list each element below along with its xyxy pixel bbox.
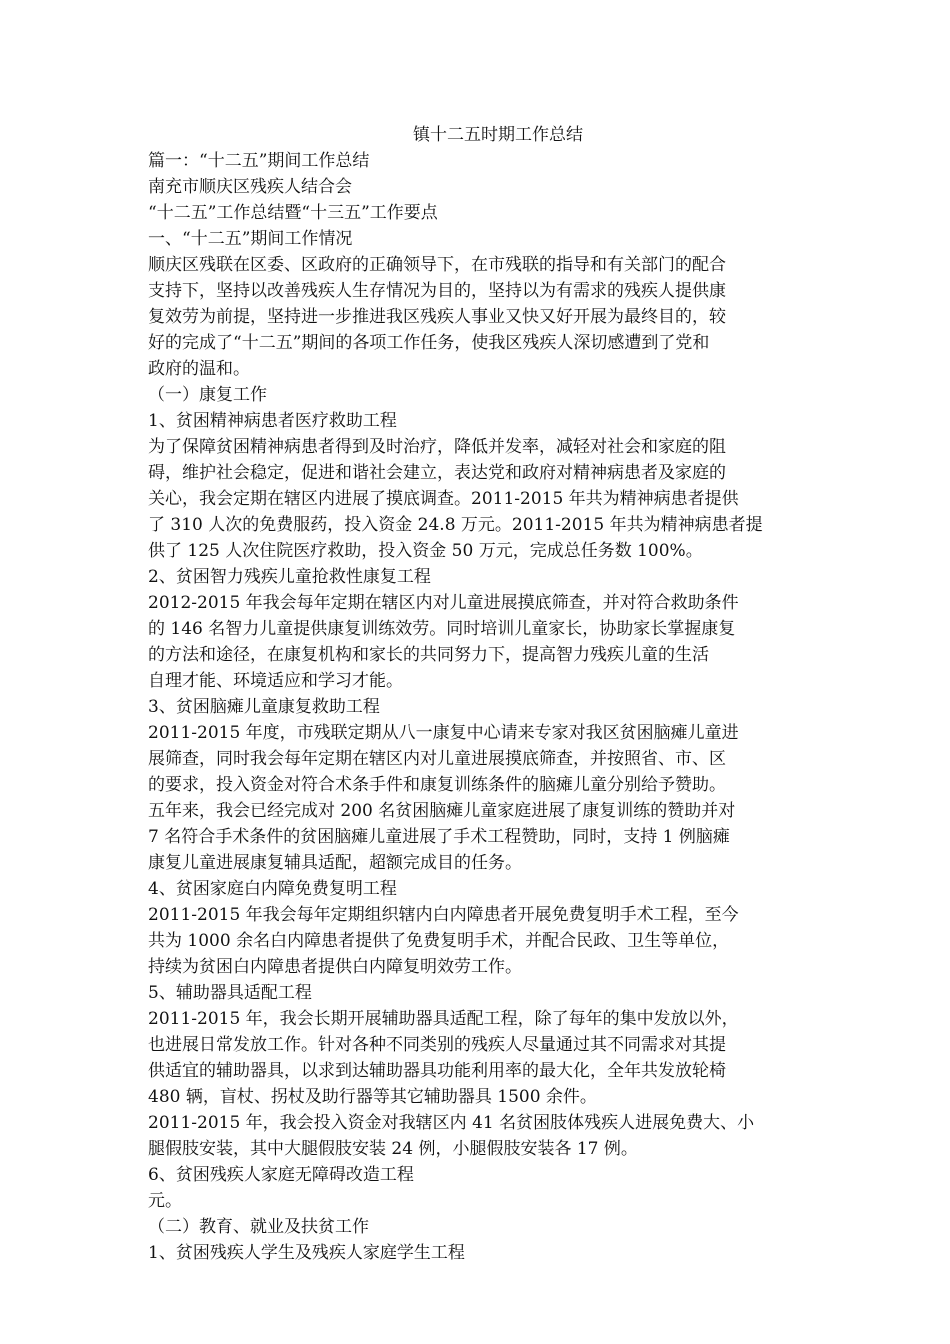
text-line: 政府的温和。 [148, 359, 250, 379]
text-line: 2011-2015 年度，市残联定期从八一康复中心请来专家对我区贫困脑瘫儿童进 [148, 723, 739, 743]
document-title: 镇十二五时期工作总结 [413, 125, 583, 145]
text-line: 供适宜的辅助器具，以求到达辅助器具功能利用率的最大化，全年共发放轮椅 [148, 1061, 726, 1081]
text-line: 腿假肢安装，其中大腿假肢安装 24 例，小腿假肢安装各 17 例。 [148, 1139, 638, 1159]
text-line: 持续为贫困白内障患者提供白内障复明效劳工作。 [148, 957, 522, 977]
text-line: 好的完成了“十二五”期间的各项工作任务，使我区残疾人深切感遭到了党和 [148, 333, 710, 353]
text-line: 也进展日常发放工作。针对各种不同类别的残疾人尽量通过其不同需求对其提 [148, 1035, 726, 1055]
text-line: 五年来，我会已经完成对 200 名贫困脑瘫儿童家庭进展了康复训练的赞助并对 [148, 801, 736, 821]
text-line: 2011-2015 年，我会长期开展辅助器具适配工程，除了每年的集中发放以外， [148, 1009, 739, 1029]
text-line: 了 310 人次的免费服药，投入资金 24.8 万元。2011-2015 年共为精神病患者提 [148, 515, 763, 535]
document-page [148, 122, 808, 1266]
text-line: 7 名符合手术条件的贫困脑瘫儿童进展了手术工程赞助，同时，支持 1 例脑瘫 [148, 827, 730, 847]
text-line: 1、贫困精神病患者医疗救助工程 [148, 411, 397, 431]
text-line: 2011-2015 年我会每年定期组织辖内白内障患者开展免费复明手术工程，至今 [148, 905, 739, 925]
text-line: 顺庆区残联在区委、区政府的正确领导下，在市残联的指导和有关部门的配合 [148, 255, 726, 275]
text-line: 支持下，坚持以改善残疾人生存情况为目的，坚持以为有需求的残疾人提供康 [148, 281, 726, 301]
text-line: 2012-2015 年我会每年定期在辖区内对儿童进展摸底筛查，并对符合救助条件 [148, 593, 739, 613]
document-body [148, 148, 808, 1266]
text-line: 的 146 名智力儿童提供康复训练效劳。同时培训儿童家长，协助家长掌握康复 [148, 619, 736, 639]
text-line: 1、贫困残疾人学生及残疾人家庭学生工程 [148, 1243, 465, 1263]
text-line: “十二五”工作总结暨“十三五”工作要点 [148, 203, 438, 223]
text-line: 共为 1000 余名白内障患者提供了免费复明手术，并配合民政、卫生等单位， [148, 931, 730, 951]
text-line: 自理才能、环境适应和学习才能。 [148, 671, 403, 691]
text-line: 3、贫困脑瘫儿童康复救助工程 [148, 697, 380, 717]
text-line: 2011-2015 年，我会投入资金对我辖区内 41 名贫困肢体残疾人进展免费大、小 [148, 1113, 755, 1133]
text-line: 元。 [148, 1191, 182, 1211]
text-line: 篇一：“十二五”期间工作总结 [148, 151, 370, 171]
text-line: 展筛查，同时我会每年定期在辖区内对儿童进展摸底筛查，并按照省、市、区 [148, 749, 726, 769]
text-line: （一）康复工作 [148, 385, 267, 405]
text-line: 的要求，投入资金对符合术条手件和康复训练条件的脑瘫儿童分别给予赞助。 [148, 775, 726, 795]
text-line: 4、贫困家庭白内障免费复明工程 [148, 879, 397, 899]
text-line: 5、辅助器具适配工程 [148, 983, 312, 1003]
text-line: 的方法和途径，在康复机构和家长的共同努力下，提高智力残疾儿童的生活 [148, 645, 709, 665]
text-line: （二）教育、就业及扶贫工作 [148, 1217, 369, 1237]
text-line: 6、贫困残疾人家庭无障碍改造工程 [148, 1165, 414, 1185]
text-line: 2、贫困智力残疾儿童抢救性康复工程 [148, 567, 431, 587]
text-line: 碍，维护社会稳定，促进和谐社会建立，表达党和政府对精神病患者及家庭的 [148, 463, 726, 483]
text-line: 南充市顺庆区残疾人结合会 [148, 177, 352, 197]
text-line: 480 辆，盲杖、拐杖及助行器等其它辅助器具 1500 余件。 [148, 1087, 597, 1107]
text-line: 为了保障贫困精神病患者得到及时治疗，降低并发率，减轻对社会和家庭的阻 [148, 437, 726, 457]
text-line: 康复儿童进展康复辅具适配，超额完成目的任务。 [148, 853, 522, 873]
text-line: 关心，我会定期在辖区内进展了摸底调查。2011-2015 年共为精神病患者提供 [148, 489, 739, 509]
text-line: 复效劳为前提，坚持进一步推进我区残疾人事业又快又好开展为最终目的，较 [148, 307, 726, 327]
text-line: 一、“十二五”期间工作情况 [148, 229, 353, 249]
text-line: 供了 125 人次住院医疗救助，投入资金 50 万元，完成总任务数 100%。 [148, 541, 703, 561]
